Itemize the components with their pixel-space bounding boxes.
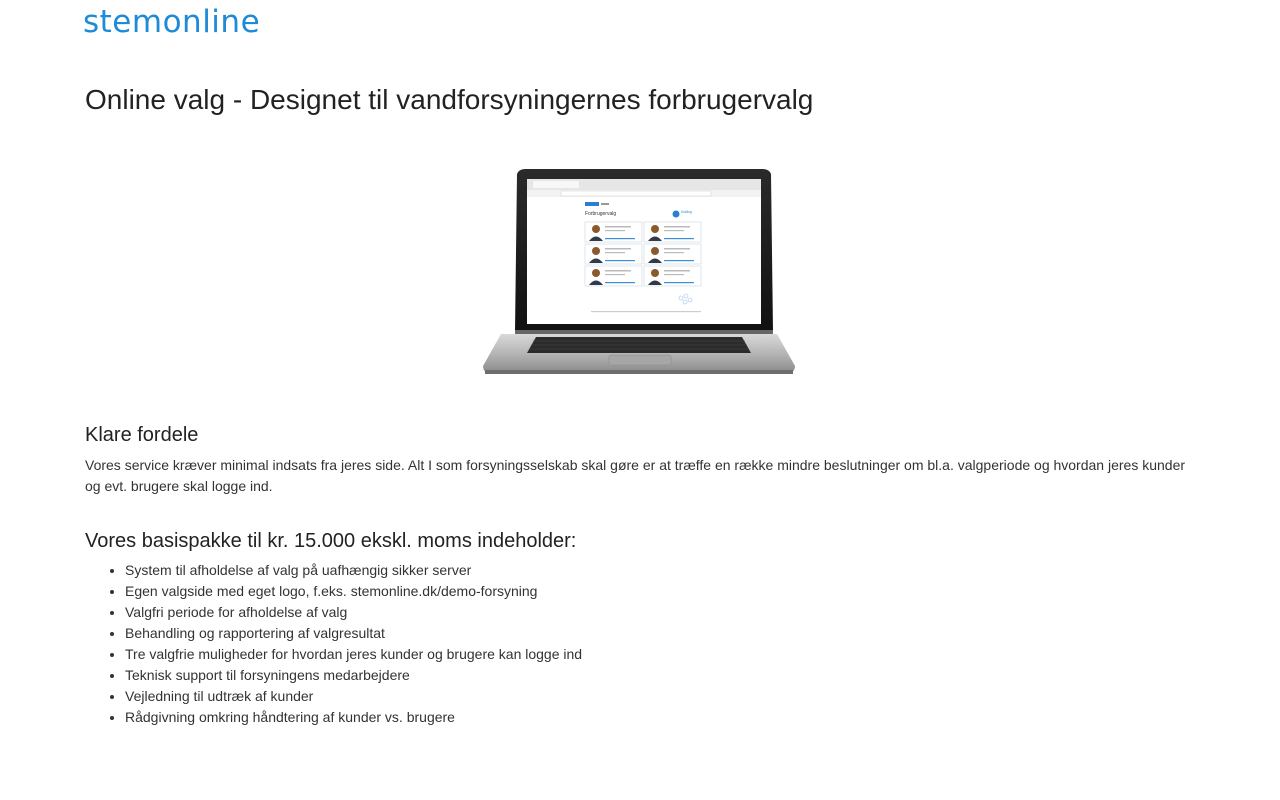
- advantages-text: Vores service kræver minimal indsats fra jeres side. Alt I som forsyningsselskab skal gøre er at træffe en række mindre beslutninger om bl.a. valgperiode og hvordan jeres kunder og evt. brugere skal logge ind.: [85, 457, 1186, 494]
- list-item: • System til afholdelse af valg på uafhængig sikker server: [125, 560, 582, 581]
- list-item: • Behandling og rapportering af valgresultat: [125, 623, 582, 644]
- page-title: Online valg - Designet til vandforsyningernes forbrugervalg: [85, 84, 814, 115]
- laptop-image: [481, 166, 797, 378]
- site-logo[interactable]: [83, 6, 293, 38]
- list-item: • Vejledning til udtræk af kunder: [125, 686, 582, 707]
- screen-heading: Forbrugervalg: [585, 211, 617, 217]
- screen-brand: Kolding: [681, 210, 692, 214]
- package-heading: Vores basispakke til kr. 15.000 ekskl. moms indeholder:: [85, 530, 577, 552]
- list-item: • Teknisk support til forsyningens medarbejdere: [125, 665, 582, 686]
- list-item: • Rådgivning omkring håndtering af kunder vs. brugere: [125, 707, 582, 728]
- list-item: • Valgfri periode for afholdelse af valg: [125, 602, 582, 623]
- feature-list: [85, 560, 582, 728]
- list-item: • Tre valgfrie muligheder for hvordan jeres kunder og brugere kan logge ind: [125, 644, 582, 665]
- list-item: • Egen valgside med eget logo, f.eks. stemonline.dk/demo-forsyning: [125, 581, 582, 602]
- logo-text: stemonline: [83, 4, 261, 40]
- advantages-heading: Klare fordele: [85, 424, 199, 446]
